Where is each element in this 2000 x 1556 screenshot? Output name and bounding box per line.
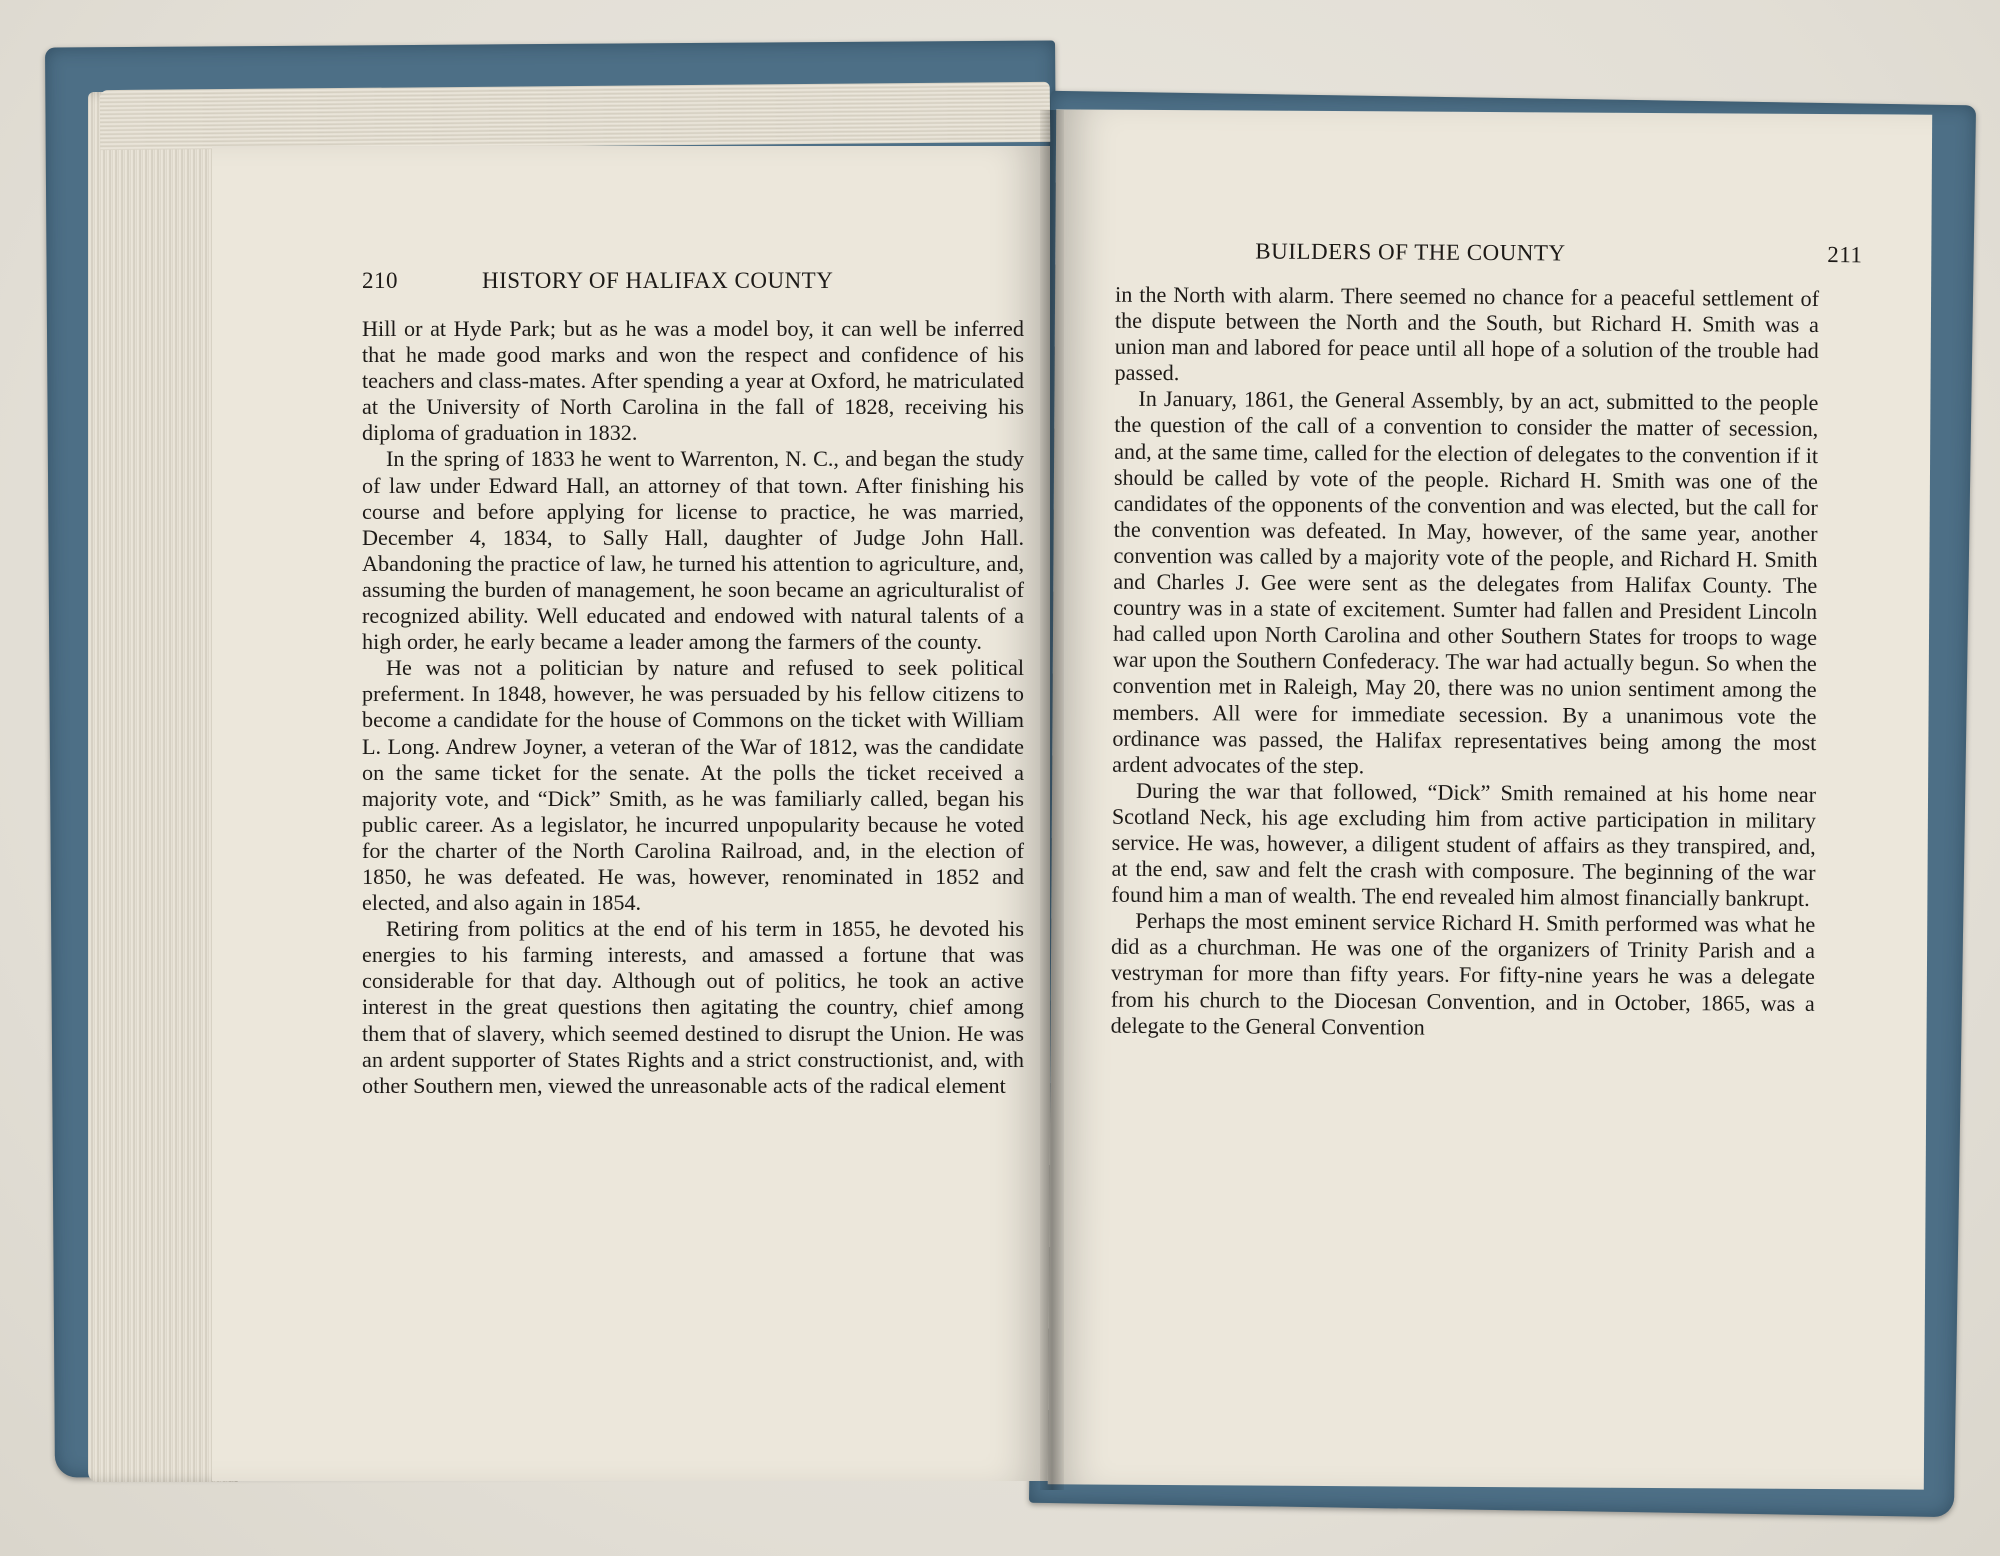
left-page	[212, 146, 1050, 1481]
running-head: HISTORY OF HALIFAX COUNTY	[482, 268, 834, 293]
paragraph: He was not a politician by nature and refused to seek political preferment. In 1848, however, he was persuaded by his fellow citizens to become a candidate for the house of Commons on the ticket with William L. Long. Andrew Joyner, a veteran of the War of 1812, was the candidate on the same ticket for the senate. At the polls the ticket received a majority vote, and “Dick” Smith, as he was familiarly called, began his public career. As a legislator, he incurred unpopularity because he voted for the charter of the North Carolina Railroad, and, in the election of 1850, he was defeated. He was, however, renominated in 1852 and elected, and also again in 1854.	[362, 655, 1024, 916]
page-number: 211	[1827, 242, 1863, 268]
page-top-edges	[100, 82, 1050, 150]
paragraph: In January, 1861, the General Assembly, by an act, submitted to the people the question of the call of a convention to consider the matter of secession, and, at the same time, called for the election of delegates to the convention if it should be called by vote of the people. Richard H. Smith was one of the candidates of the opponents of the convention and was elected, but the call for the convention was defeated. In May, however, of the same year, another convention was called by a majority vote of the people, and Richard H. Smith and Charles J. Gee were sent as the delegates from Halifax County. The country was in a state of excitement. Sumter had fallen and President Lincoln had called upon North Carolina and other Southern States for troops to wage war upon the Southern Confederacy. The war had actually begun. So when the convention met in Raleigh, May 20, there was no union sentiment among the members. All were for immediate secession. By a unanimous vote the ordinance was passed, the Halifax representatives being among the most ardent advocates of the step.	[1112, 386, 1819, 778]
page-number: 210	[362, 268, 398, 293]
running-head: BUILDERS OF THE COUNTY	[1255, 238, 1566, 266]
paragraph: In the spring of 1833 he went to Warrenton, N. C., and began the study of law under Edward Hall, an attorney of that town. After finishing his course and before applying for license to practice, he was married, December 4, 1834, to Sally Hall, daughter of Judge John Hall. Abandoning the practice of law, he turned his attention to agriculture, and, assuming the burden of management, he soon became an agriculturalist of recognized ability. Well educated and endowed with natural talents of a high order, he early became a leader among the farmers of the county.	[362, 446, 1024, 655]
paragraph: Retiring from politics at the end of his term in 1855, he devoted his energies to his farming interests, and amassed a fortune that was considerable for that day. Although out of politics, he took an active interest in the great questions then agitating the country, chief among them that of slavery, which seemed destined to disrupt the Union. He was an ardent supporter of States Rights and a strict constructionist, and, with other Southern men, viewed the unreasonable acts of the radical element	[362, 916, 1024, 1098]
book-gutter	[1040, 110, 1064, 1490]
page-body	[362, 316, 1024, 1099]
paragraph: Perhaps the most eminent service Richard H. Smith performed was what he did as a churchman. He was one of the organizers of Trinity Parish and a vestryman for more than fifty years. For fifty-nine years he was a delegate from his church to the Diocesan Convention, and in October, 1865, was a delegate to the General Convention	[1110, 908, 1816, 1040]
paragraph: During the war that followed, “Dick” Smith remained at his home near Scotland Neck, his age excluding him from active participation in military service. He was, however, a diligent student of affairs as they transpired, and, at the end, saw and felt the crash with composure. The beginning of the war found him a man of wealth. The end revealed him almost financially bankrupt.	[1111, 777, 1817, 912]
paragraph: in the North with alarm. There seemed no chance for a peaceful settlement of the dispute between the North and the South, but Richard H. Smith was a union man and labored for peace until all hope of a solution of the trouble had passed.	[1114, 281, 1820, 386]
page-body	[1111, 282, 1820, 1043]
right-page	[1048, 109, 1932, 1489]
paragraph: Hill or at Hyde Park; but as he was a model boy, it can well be inferred that he made good marks and won the respect and confidence of his teachers and class-mates. After spending a year at Oxford, he matriculated at the University of North Carolina in the fall of 1828, receiving his diploma of graduation in 1832.	[362, 316, 1024, 446]
